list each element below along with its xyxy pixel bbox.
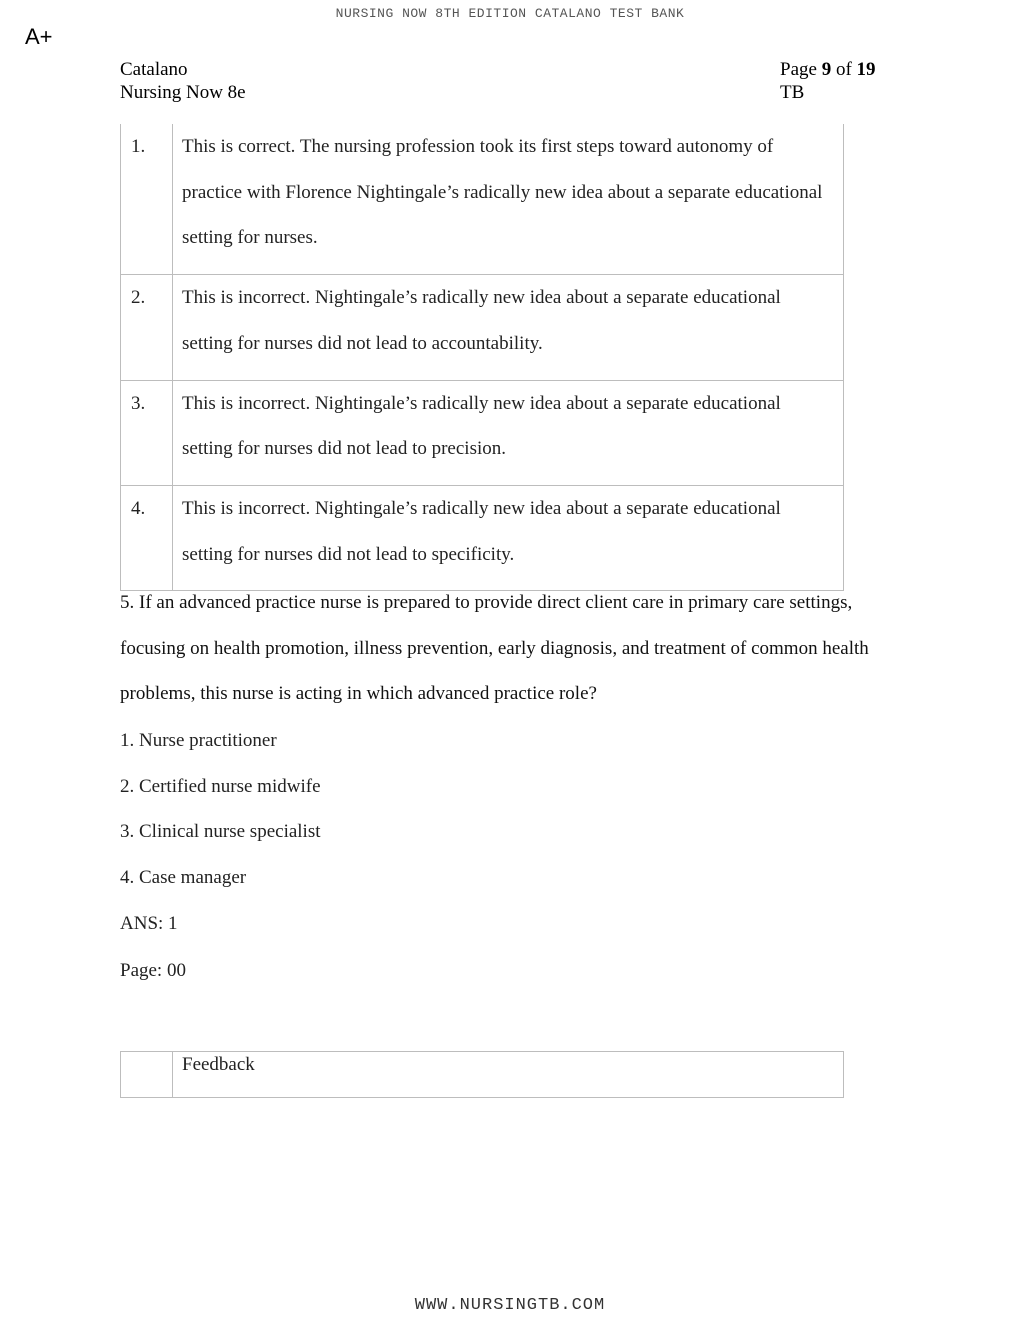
question-stem: 5. If an advanced practice nurse is prepared to provide direct client care in primary care settings, focusing on health promotion, illness prevention, early diagnosis, and treatment of common health problems, this nurse is acting in which advanced practice role? bbox=[120, 592, 869, 705]
feedback-row-text: This is incorrect. Nightingale’s radically new idea about a separate educational setting for nurses did not lead to accountability. bbox=[182, 287, 781, 354]
document-banner: NURSING NOW 8TH EDITION CATALANO TEST BANK bbox=[335, 6, 685, 21]
header-author: Catalano bbox=[120, 59, 188, 80]
feedback-table-previous bbox=[120, 124, 844, 591]
feedback-row-text: This is correct. The nursing profession took its first steps toward autonomy of practice with Florence Nightingale’s radically new idea about a separate educational setting for nurses. bbox=[182, 136, 823, 249]
page-current: 9 bbox=[821, 59, 832, 80]
feedback-row-number: 3. bbox=[131, 392, 146, 414]
page-indicator bbox=[780, 58, 876, 81]
page-reference: Page: 00 bbox=[120, 960, 186, 981]
feedback-row-number: 4. bbox=[131, 497, 146, 519]
answer-option: 3. Clinical nurse specialist bbox=[120, 821, 321, 842]
answer-key: ANS: 1 bbox=[120, 913, 178, 934]
feedback-header: Feedback bbox=[173, 1052, 844, 1098]
answer-option: 1. Nurse practitioner bbox=[120, 730, 277, 751]
page-word: Page bbox=[780, 59, 817, 80]
feedback-row-number: 2. bbox=[131, 287, 146, 309]
page-total: 19 bbox=[856, 59, 876, 80]
feedback-row-text: This is incorrect. Nightingale’s radically new idea about a separate educational setting for nurses did not lead to precision. bbox=[182, 392, 781, 460]
feedback-row bbox=[121, 485, 844, 590]
feedback-row-text: This is incorrect. Nightingale’s radically new idea about a separate educational setting for nurses did not lead to specificity. bbox=[182, 497, 781, 565]
feedback-row bbox=[121, 380, 844, 485]
header-left bbox=[120, 58, 246, 104]
header-book: Nursing Now 8e bbox=[120, 82, 246, 103]
page-of: of bbox=[835, 59, 852, 80]
feedback-row bbox=[121, 275, 844, 380]
answer-option: 2. Certified nurse midwife bbox=[120, 776, 321, 797]
feedback-row bbox=[121, 124, 844, 275]
grade-mark: A+ bbox=[25, 24, 53, 49]
header-right bbox=[780, 58, 876, 104]
feedback-table bbox=[120, 1051, 844, 1098]
feedback-header-row bbox=[121, 1052, 844, 1098]
feedback-row-number: 1. bbox=[131, 136, 146, 157]
header-type: TB bbox=[780, 82, 805, 103]
answer-option: 4. Case manager bbox=[120, 867, 247, 888]
footer-url: WWW.NURSINGTB.COM bbox=[414, 1296, 606, 1315]
